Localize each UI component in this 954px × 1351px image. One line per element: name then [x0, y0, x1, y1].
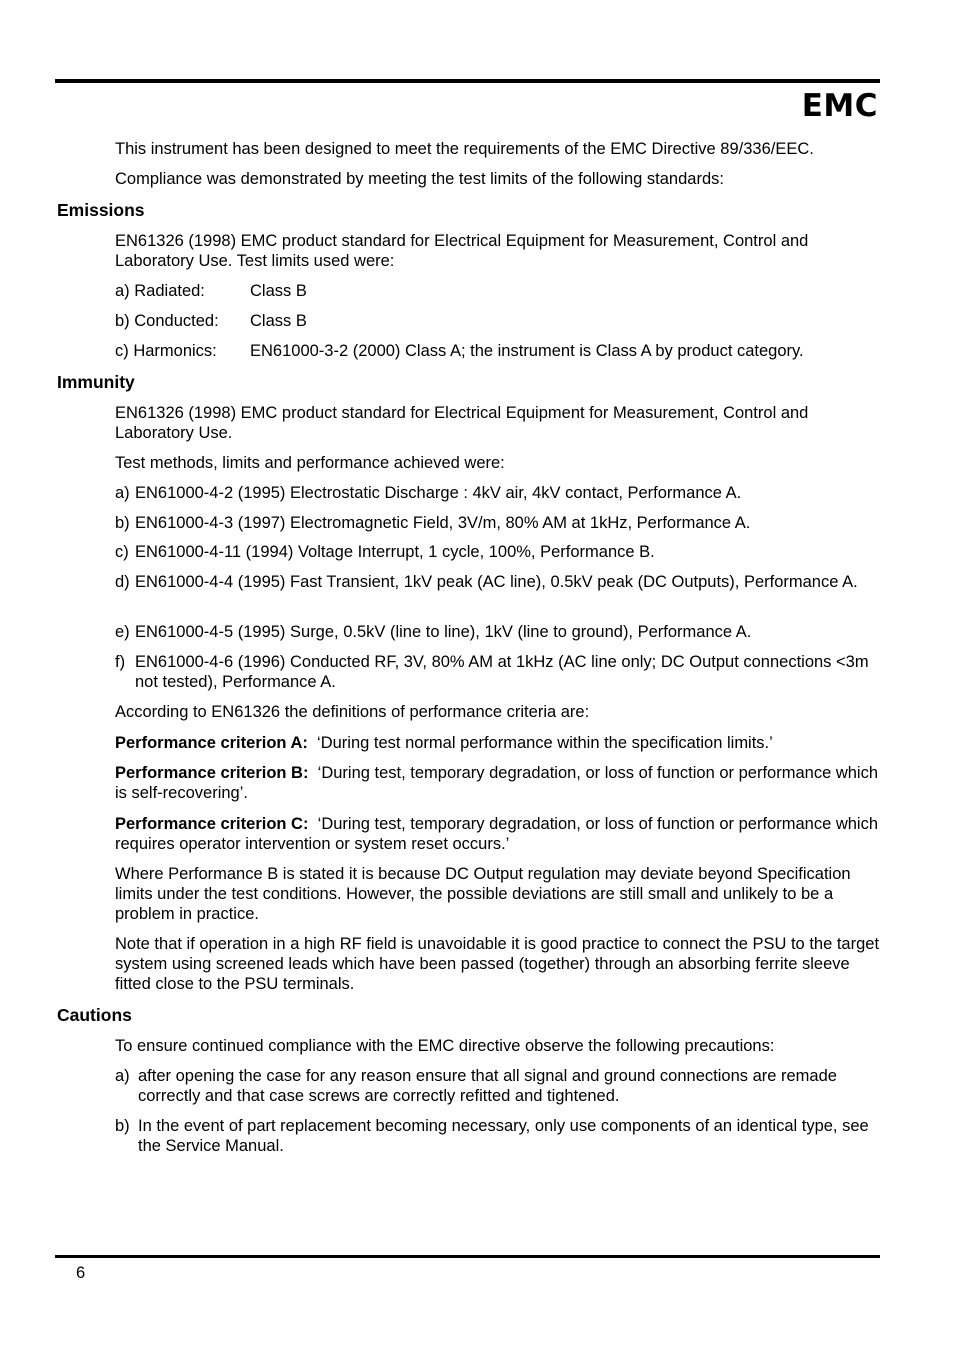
criterion-label: Performance criterion B:	[115, 764, 309, 782]
intro-paragraph: Compliance was demonstrated by meeting the test limits of the following standards:	[115, 170, 724, 188]
list-marker: f)	[115, 653, 126, 671]
criterion-label: Performance criterion A:	[115, 734, 308, 752]
list-item-text: EN61000-4-11 (1994) Voltage Interrupt, 1 cycle, 100%, Performance B.	[135, 543, 655, 561]
page-number: 6	[76, 1264, 86, 1282]
cautions-intro: To ensure continued compliance with the EMC directive observe the following precautions:	[115, 1037, 775, 1055]
footer-rule	[55, 1255, 880, 1258]
emissions-item-value: Class B	[250, 312, 307, 330]
emissions-item-label: c) Harmonics:	[115, 342, 217, 360]
emissions-item	[115, 311, 880, 331]
criteria-intro: According to EN61326 the definitions of performance criteria are:	[115, 703, 590, 721]
immunity-test-item	[115, 622, 880, 642]
criterion-text: ‘During test, temporary degradation, or loss of function or performance which is self-recovering’.	[115, 764, 879, 802]
list-item-text: EN61000-4-2 (1995) Electrostatic Discharge : 4kV air, 4kV contact, Performance A.	[135, 484, 742, 502]
list-item-text: In the event of part replacement becoming necessary, only use components of an identical type, see the Service Manual.	[138, 1117, 869, 1155]
emissions-item-value: EN61000-3-2 (2000) Class A; the instrument is Class A by product category.	[250, 342, 804, 360]
rf-field-note: Note that if operation in a high RF field is unavoidable it is good practice to connect the PSU to the target system using screened leads which have been passed (together) through an absorbing ferrite sleeve fitted close to the PSU terminals.	[115, 935, 880, 993]
performance-criterion	[115, 763, 880, 803]
list-item-text: EN61000-4-4 (1995) Fast Transient, 1kV peak (AC line), 0.5kV peak (DC Outputs), Performance A.	[135, 573, 858, 591]
immunity-standard: EN61326 (1998) EMC product standard for Electrical Equipment for Measurement, Control and Laboratory Use.	[115, 404, 809, 442]
list-item-text: EN61000-4-5 (1995) Surge, 0.5kV (line to line), 1kV (line to ground), Performance A.	[135, 623, 752, 641]
list-marker: c)	[115, 543, 129, 561]
cautions-heading: Cautions	[57, 1005, 132, 1025]
header-rule	[55, 79, 880, 83]
list-marker: a)	[115, 484, 130, 502]
list-marker: b)	[115, 514, 130, 532]
emissions-item	[115, 281, 880, 301]
caution-item	[115, 1066, 880, 1106]
immunity-test-item	[115, 483, 880, 503]
performance-b-note: Where Performance B is stated it is because DC Output regulation may deviate beyond Specification limits under the test conditions. However, the possible deviations are still small and unlikely to be a problem in practice.	[115, 865, 851, 923]
criterion-text: ‘During test normal performance within the specification limits.’	[317, 734, 773, 752]
performance-criterion	[115, 814, 880, 854]
list-marker: b)	[115, 1117, 130, 1135]
criterion-text: ‘During test, temporary degradation, or loss of function or performance which requires operator intervention or system reset occurs.’	[115, 815, 879, 853]
list-marker: a)	[115, 1067, 130, 1085]
emissions-item-value: Class B	[250, 282, 307, 300]
caution-item	[115, 1116, 880, 1156]
performance-criterion	[115, 733, 880, 753]
immunity-test-item	[115, 572, 880, 592]
emissions-item-label: b) Conducted:	[115, 312, 219, 330]
list-marker: d)	[115, 573, 130, 591]
list-marker: e)	[115, 623, 130, 641]
list-item-text: EN61000-4-3 (1997) Electromagnetic Field, 3V/m, 80% AM at 1kHz, Performance A.	[135, 514, 751, 532]
list-item-text: EN61000-4-6 (1996) Conducted RF, 3V, 80% AM at 1kHz (AC line only; DC Output connections <3m not tested), Performance A.	[135, 653, 869, 691]
page-title: EMC	[801, 88, 878, 124]
emissions-item	[115, 341, 880, 361]
emissions-heading: Emissions	[57, 200, 145, 220]
immunity-test-item	[115, 542, 880, 562]
criterion-label: Performance criterion C:	[115, 815, 309, 833]
emissions-standard: EN61326 (1998) EMC product standard for Electrical Equipment for Measurement, Control and Laboratory Use. Test limits used were:	[115, 232, 809, 270]
immunity-methods-intro: Test methods, limits and performance achieved were:	[115, 454, 505, 472]
emissions-item-label: a) Radiated:	[115, 282, 205, 300]
immunity-test-item	[115, 652, 880, 692]
list-item-text: after opening the case for any reason ensure that all signal and ground connections are remade correctly and that case screws are correctly refitted and tightened.	[138, 1067, 837, 1105]
immunity-test-item	[115, 513, 880, 533]
intro-paragraph: This instrument has been designed to meet the requirements of the EMC Directive 89/336/EEC.	[115, 140, 814, 158]
immunity-heading: Immunity	[57, 372, 135, 392]
